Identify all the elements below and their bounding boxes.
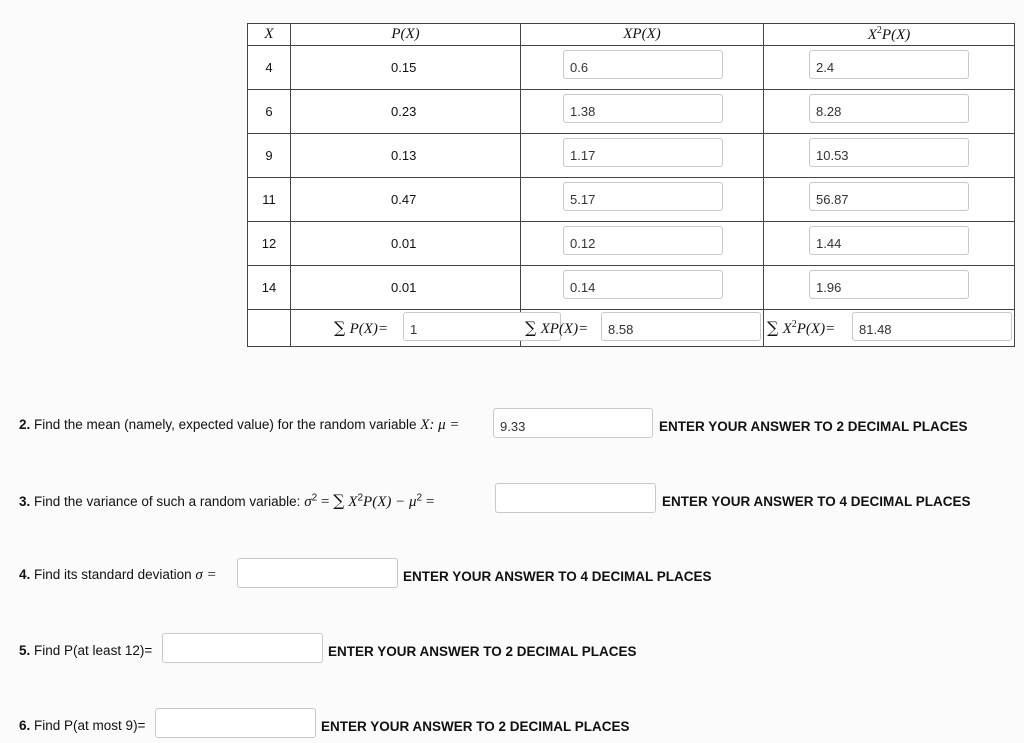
x2p-input[interactable] <box>809 50 969 79</box>
variance-symbol: σ <box>304 494 312 510</box>
sum-xp-cell <box>521 310 764 347</box>
question-3 <box>19 491 434 511</box>
question-5 <box>19 643 152 658</box>
table-row <box>248 222 1015 266</box>
cell-xp <box>521 222 764 266</box>
sum-xp-label <box>525 318 588 338</box>
cell-p: 0.15 <box>291 46 521 90</box>
cell-x2p <box>764 134 1015 178</box>
sum-xp-input[interactable] <box>601 312 761 341</box>
x2p-input[interactable] <box>809 94 969 123</box>
formula-x: X <box>344 494 358 510</box>
formula-mu-exp: 2 <box>416 492 423 504</box>
xp-input[interactable] <box>563 270 723 299</box>
cell-x: 9 <box>248 134 291 178</box>
cell-x2p <box>764 90 1015 134</box>
question-text: Find P(at least 12)= <box>34 643 153 658</box>
sum-p-label <box>334 318 388 338</box>
header-x: X <box>248 24 291 46</box>
sum-x2p-exp: 2 <box>791 319 797 330</box>
cell-xp <box>521 134 764 178</box>
header-x2p-base: X <box>867 27 877 43</box>
formula-px-mu: P(X) − μ <box>363 494 417 510</box>
cell-p: 0.23 <box>291 90 521 134</box>
question-text: Find the variance of such a random variable: <box>34 494 305 509</box>
cell-p: 0.47 <box>291 178 521 222</box>
header-xp: XP(X) <box>521 24 764 46</box>
table-row <box>248 266 1015 310</box>
cell-x2p <box>764 266 1015 310</box>
q6-hint: ENTER YOUR ANSWER TO 2 DECIMAL PLACES <box>321 719 630 734</box>
question-number: 3. <box>19 494 31 509</box>
q2-hint: ENTER YOUR ANSWER TO 2 DECIMAL PLACES <box>659 419 968 434</box>
formula-equals: = <box>422 494 435 510</box>
question-number: 6. <box>19 718 31 733</box>
sigma-symbol: ∑ <box>767 318 779 337</box>
header-x2p-exp: 2 <box>876 25 882 36</box>
q4-hint: ENTER YOUR ANSWER TO 4 DECIMAL PLACES <box>403 569 712 584</box>
header-p: P(X) <box>291 24 521 46</box>
sum-xp-text: XP(X)= <box>540 321 589 337</box>
cell-p: 0.01 <box>291 266 521 310</box>
sum-p-cell <box>291 310 521 347</box>
q3-hint: ENTER YOUR ANSWER TO 4 DECIMAL PLACES <box>662 494 971 509</box>
sum-empty-cell <box>248 310 291 347</box>
cell-p: 0.01 <box>291 222 521 266</box>
question-number: 5. <box>19 643 31 658</box>
p-at-least-12-input[interactable] <box>162 633 323 663</box>
question-text: Find P(at most 9)= <box>34 718 146 733</box>
xp-input[interactable] <box>563 94 723 123</box>
sigma-symbol: ∑ <box>525 318 537 337</box>
xp-input[interactable] <box>563 182 723 211</box>
cell-xp <box>521 90 764 134</box>
sum-p-text: P(X)= <box>349 321 389 337</box>
question-4 <box>19 567 217 584</box>
equals-sign: = <box>317 494 334 510</box>
sum-x2p-cell <box>764 310 1015 347</box>
cell-x: 11 <box>248 178 291 222</box>
header-x2p-rest: P(X) <box>881 27 911 43</box>
table-row <box>248 178 1015 222</box>
formula-x-exp: 2 <box>357 492 364 504</box>
question-text: Find its standard deviation <box>34 567 196 582</box>
std-dev-input[interactable] <box>237 558 398 588</box>
probability-table <box>247 23 1015 347</box>
cell-x2p <box>764 222 1015 266</box>
x2p-input[interactable] <box>809 138 969 167</box>
sum-row <box>248 310 1015 347</box>
question-2 <box>19 417 460 434</box>
question-math: σ = <box>195 567 217 583</box>
cell-x2p <box>764 46 1015 90</box>
variance-exp: 2 <box>311 492 318 504</box>
table-row <box>248 90 1015 134</box>
cell-x: 12 <box>248 222 291 266</box>
x2p-input[interactable] <box>809 226 969 255</box>
xp-input[interactable] <box>563 226 723 255</box>
cell-x: 14 <box>248 266 291 310</box>
question-text: Find the mean (namely, expected value) for the random variable <box>34 417 421 432</box>
sum-x2p-rest: P(X)= <box>796 321 836 337</box>
table-row <box>248 134 1015 178</box>
mean-input[interactable] <box>493 408 653 438</box>
sum-x2p-input[interactable] <box>852 312 1012 341</box>
x2p-input[interactable] <box>809 182 969 211</box>
p-at-most-9-input[interactable] <box>155 708 316 738</box>
cell-xp <box>521 46 764 90</box>
header-x2p <box>764 24 1015 46</box>
cell-p: 0.13 <box>291 134 521 178</box>
sum-x2p-label <box>767 318 835 338</box>
cell-x2p <box>764 178 1015 222</box>
sum-x2p-base: X <box>782 321 792 337</box>
table-row <box>248 46 1015 90</box>
variance-input[interactable] <box>495 483 656 513</box>
question-math: X: μ = <box>420 417 460 433</box>
cell-xp <box>521 178 764 222</box>
sigma-symbol: ∑ <box>334 318 346 337</box>
sigma-symbol: ∑ <box>333 491 345 510</box>
question-number: 2. <box>19 417 31 432</box>
xp-input[interactable] <box>563 50 723 79</box>
header-row <box>248 24 1015 46</box>
cell-x: 6 <box>248 90 291 134</box>
question-number: 4. <box>19 567 31 582</box>
x2p-input[interactable] <box>809 270 969 299</box>
question-6 <box>19 718 145 733</box>
xp-input[interactable] <box>563 138 723 167</box>
cell-xp <box>521 266 764 310</box>
q5-hint: ENTER YOUR ANSWER TO 2 DECIMAL PLACES <box>328 644 637 659</box>
cell-x: 4 <box>248 46 291 90</box>
